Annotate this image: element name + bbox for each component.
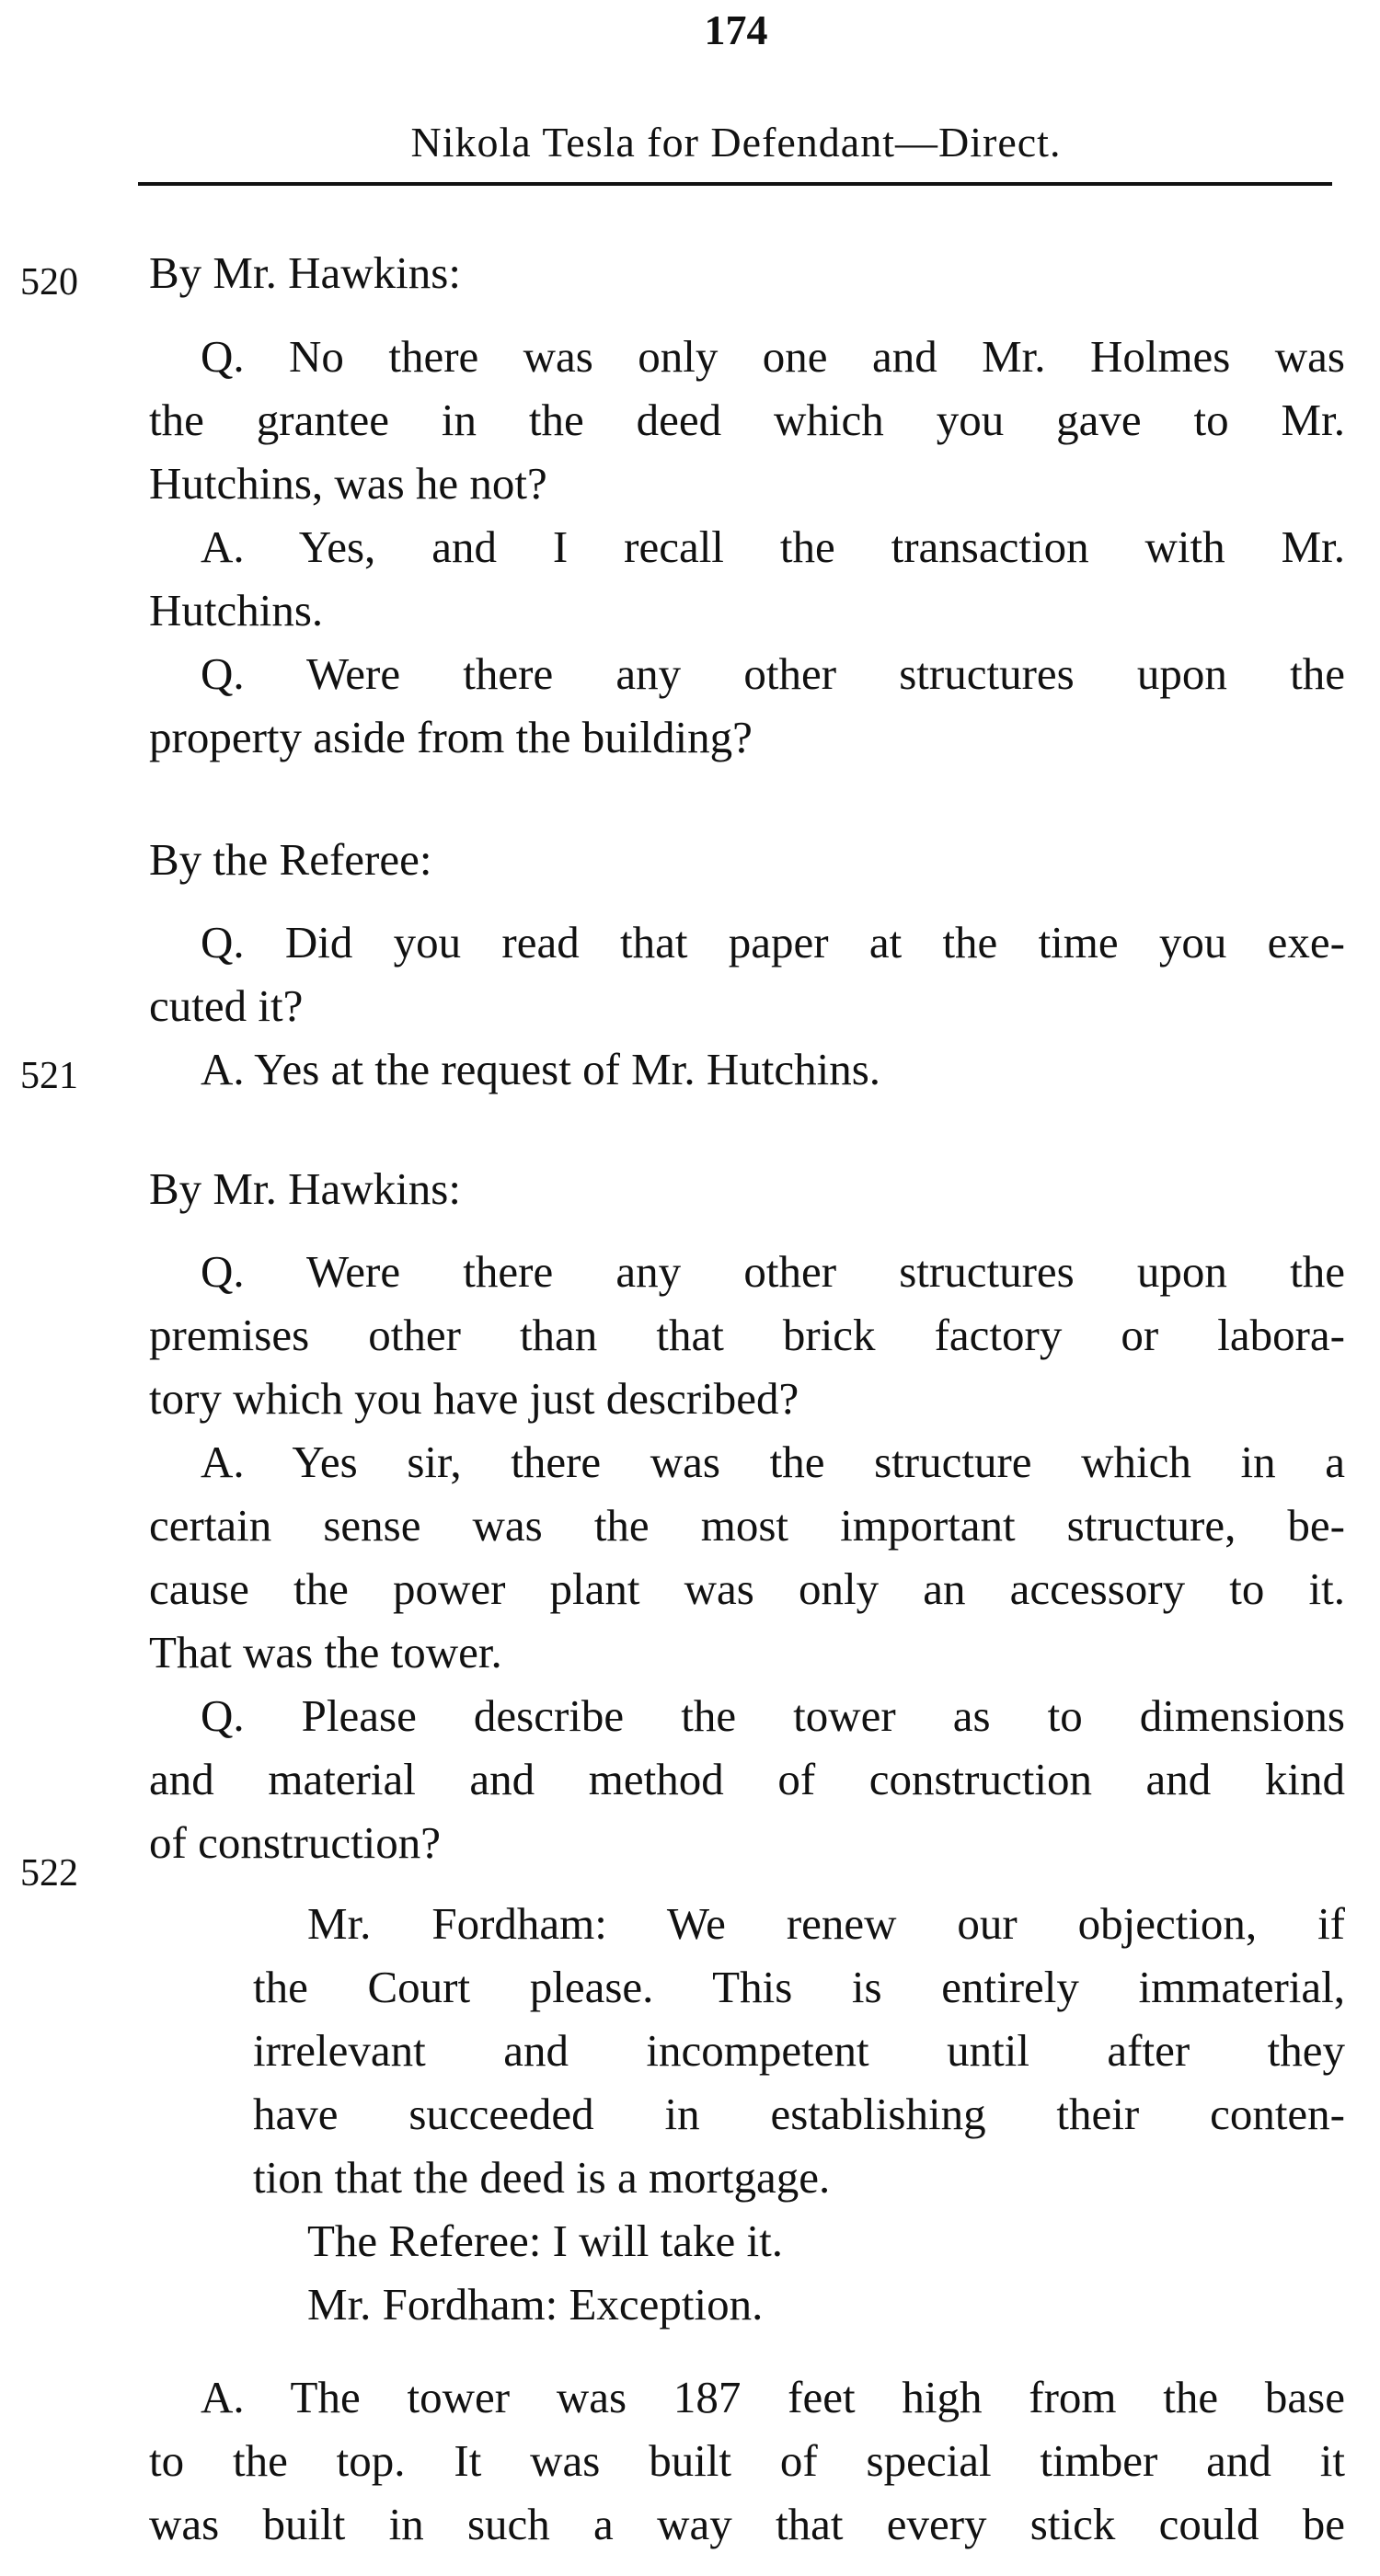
colloquy-line: have succeeded in establishing their conten- — [253, 2089, 1345, 2139]
colloquy-line: the Court please. This is entirely immaterial, — [253, 1962, 1345, 2012]
text-line: Q. Were there any other structures upon the — [201, 1246, 1345, 1297]
page-number: 174 — [704, 6, 768, 53]
text-line: Hutchins. — [149, 585, 324, 635]
text-line: A. Yes, and I recall the transaction with Mr. — [201, 521, 1345, 572]
text-line: That was the tower. — [149, 1627, 502, 1677]
text-line: Q. Please describe the tower as to dimensions — [201, 1690, 1345, 1741]
header-rule — [138, 182, 1332, 186]
text-line: Q. No there was only one and Mr. Holmes was — [201, 331, 1345, 382]
colloquy-line: tion that the deed is a mortgage. — [253, 2152, 831, 2203]
text-line: the grantee in the deed which you gave to Mr. — [149, 395, 1345, 445]
text-line: Q. Were there any other structures upon the — [201, 648, 1345, 699]
colloquy-line: The Referee: I will take it. — [307, 2215, 783, 2266]
text-line: tory which you have just described? — [149, 1373, 799, 1424]
margin-number: 520 — [20, 261, 78, 303]
text-line: cause the power plant was only an accessory to it. — [149, 1563, 1345, 1614]
margin-number: 522 — [20, 1852, 78, 1895]
text-line: Hutchins, was he not? — [149, 458, 547, 509]
text-line: of construction? — [149, 1817, 442, 1868]
text-line: A. The tower was 187 feet high from the base — [201, 2372, 1345, 2422]
text-line: A. Yes at the request of Mr. Hutchins. — [201, 1044, 881, 1094]
text-line: A. Yes sir, there was the structure which in a — [201, 1437, 1345, 1487]
text-line: property aside from the building? — [149, 712, 753, 762]
running-head: Nikola Tesla for Defendant—Direct. — [410, 119, 1062, 166]
margin-number: 521 — [20, 1055, 78, 1097]
colloquy-line: irrelevant and incompetent until after they — [253, 2025, 1345, 2076]
text-line: certain sense was the most important structure, be- — [149, 1500, 1345, 1551]
text-line: premises other than that brick factory or labora- — [149, 1310, 1345, 1360]
colloquy-line: Mr. Fordham: We renew our objection, if — [307, 1898, 1345, 1949]
speaker-line: By Mr. Hawkins: — [149, 247, 461, 298]
text-line: cuted it? — [149, 980, 304, 1031]
speaker-line: By Mr. Hawkins: — [149, 1163, 461, 1214]
text-line: and material and method of construction and kind — [149, 1754, 1345, 1804]
text-line: to the top. It was built of special timber and it — [149, 2435, 1345, 2486]
speaker-line: By the Referee: — [149, 834, 432, 885]
text-line: was built in such a way that every stick could be — [149, 2499, 1345, 2549]
colloquy-line: Mr. Fordham: Exception. — [307, 2279, 764, 2330]
text-line: Q. Did you read that paper at the time you exe- — [201, 917, 1345, 967]
